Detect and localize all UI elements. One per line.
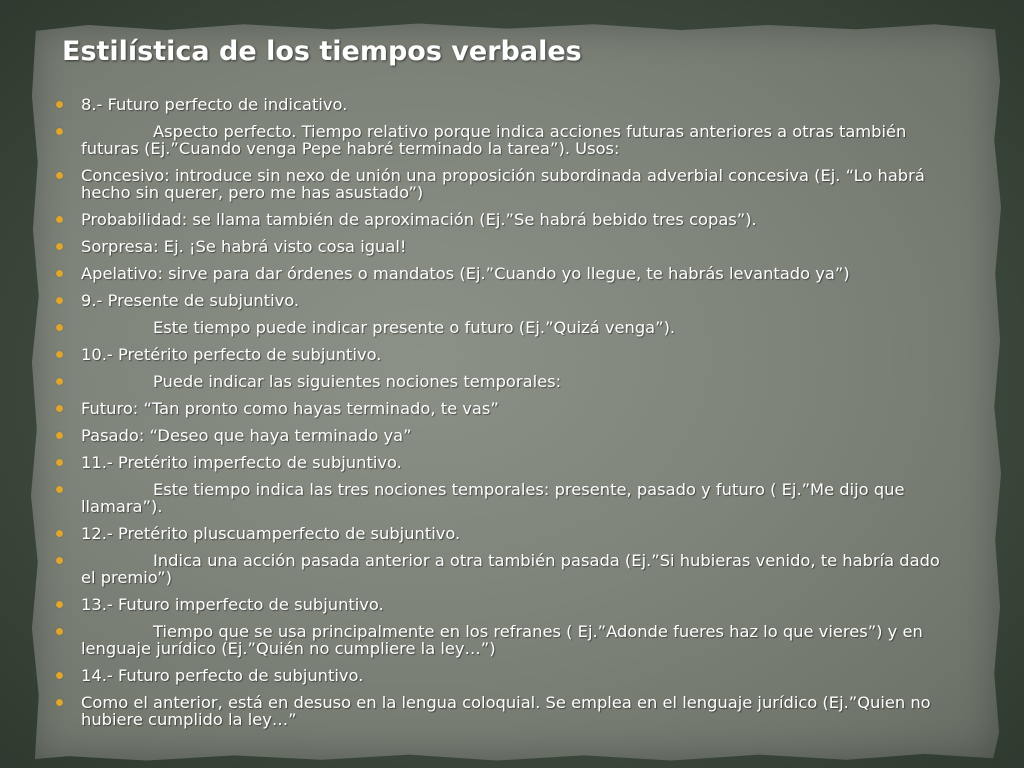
bullet-text: 14.- Futuro perfecto de subjuntivo.: [81, 666, 364, 685]
bullet-icon: [56, 486, 63, 493]
bullet-text: 9.- Presente de subjuntivo.: [81, 291, 300, 310]
bullet-item: [52, 454, 952, 471]
bullet-item: [52, 623, 952, 657]
slide-title: Estilística de los tiempos verbales: [62, 36, 582, 67]
bullet-item: [52, 694, 952, 728]
bullet-text: Aspecto perfecto. Tiempo relativo porque indica acciones futuras anteriores a otras también futuras (Ej.”Cuando venga Pepe habré terminado la tarea”). Usos:: [81, 122, 907, 158]
bullet-text: Puede indicar las siguientes nociones temporales:: [153, 372, 562, 391]
bullet-text: 10.- Pretérito perfecto de subjuntivo.: [81, 345, 382, 364]
bullet-text: 12.- Pretérito pluscuamperfecto de subjuntivo.: [81, 524, 461, 543]
bullet-item: [52, 211, 952, 228]
bullet-text: Este tiempo puede indicar presente o futuro (Ej.”Quizá venga”).: [153, 318, 676, 337]
bullet-icon: [56, 172, 63, 179]
bullet-icon: [56, 351, 63, 358]
bullet-item: [52, 292, 952, 309]
bullet-icon: [56, 324, 63, 331]
bullet-text: Futuro: “Tan pronto como hayas terminado, te vas”: [81, 399, 499, 418]
bullet-item: [52, 373, 952, 390]
bullet-icon: [56, 432, 63, 439]
bullet-text: 8.- Futuro perfecto de indicativo.: [81, 95, 348, 114]
bullet-text: Concesivo: introduce sin nexo de unión una proposición subordinada adverbial concesiva (Ej. “Lo habrá hecho sin querer, pero me has asustado”): [81, 166, 925, 202]
bullet-item: [52, 123, 952, 157]
bullet-text: Tiempo que se usa principalmente en los refranes ( Ej.”Adonde fueres haz lo que vieres”) y en lenguaje jurídico (Ej.”Quién no cumpliere la ley…”): [81, 622, 923, 658]
bullet-icon: [56, 699, 63, 706]
bullet-text: 11.- Pretérito imperfecto de subjuntivo.: [81, 453, 402, 472]
bullet-item: [52, 481, 952, 515]
bullet-text: Este tiempo indica las tres nociones temporales: presente, pasado y futuro ( Ej.”Me dijo que llamara”).: [81, 480, 905, 516]
bullet-item: [52, 167, 952, 201]
bullet-item: [52, 667, 952, 684]
bullet-icon: [56, 672, 63, 679]
bullet-item: [52, 319, 952, 336]
bullet-text: Pasado: “Deseo que haya terminado ya”: [81, 426, 412, 445]
bullet-item: [52, 346, 952, 363]
bullet-list: [52, 96, 952, 738]
bullet-item: [52, 427, 952, 444]
bullet-text: Apelativo: sirve para dar órdenes o mandatos (Ej.”Cuando yo llegue, te habrás levantado ya”): [81, 264, 850, 283]
bullet-icon: [56, 628, 63, 635]
bullet-item: [52, 400, 952, 417]
bullet-item: [52, 265, 952, 282]
bullet-icon: [56, 243, 63, 250]
bullet-icon: [56, 405, 63, 412]
bullet-item: [52, 596, 952, 613]
bullet-icon: [56, 216, 63, 223]
bullet-item: [52, 552, 952, 586]
bullet-icon: [56, 297, 63, 304]
bullet-icon: [56, 101, 63, 108]
bullet-text: Probabilidad: se llama también de aproximación (Ej.”Se habrá bebido tres copas”).: [81, 210, 757, 229]
bullet-icon: [56, 557, 63, 564]
bullet-icon: [56, 530, 63, 537]
bullet-text: Como el anterior, está en desuso en la lengua coloquial. Se emplea en el lenguaje jurídico (Ej.”Quien no hubiere cumplido la ley…”: [81, 693, 931, 729]
bullet-item: [52, 238, 952, 255]
bullet-item: [52, 525, 952, 542]
bullet-text: Sorpresa: Ej. ¡Se habrá visto cosa igual!: [81, 237, 407, 256]
bullet-text: 13.- Futuro imperfecto de subjuntivo.: [81, 595, 384, 614]
bullet-icon: [56, 459, 63, 466]
bullet-icon: [56, 128, 63, 135]
bullet-icon: [56, 601, 63, 608]
bullet-icon: [56, 270, 63, 277]
bullet-text: Indica una acción pasada anterior a otra también pasada (Ej.”Si hubieras venido, te habría dado el premio”): [81, 551, 940, 587]
bullet-icon: [56, 378, 63, 385]
bullet-item: [52, 96, 952, 113]
